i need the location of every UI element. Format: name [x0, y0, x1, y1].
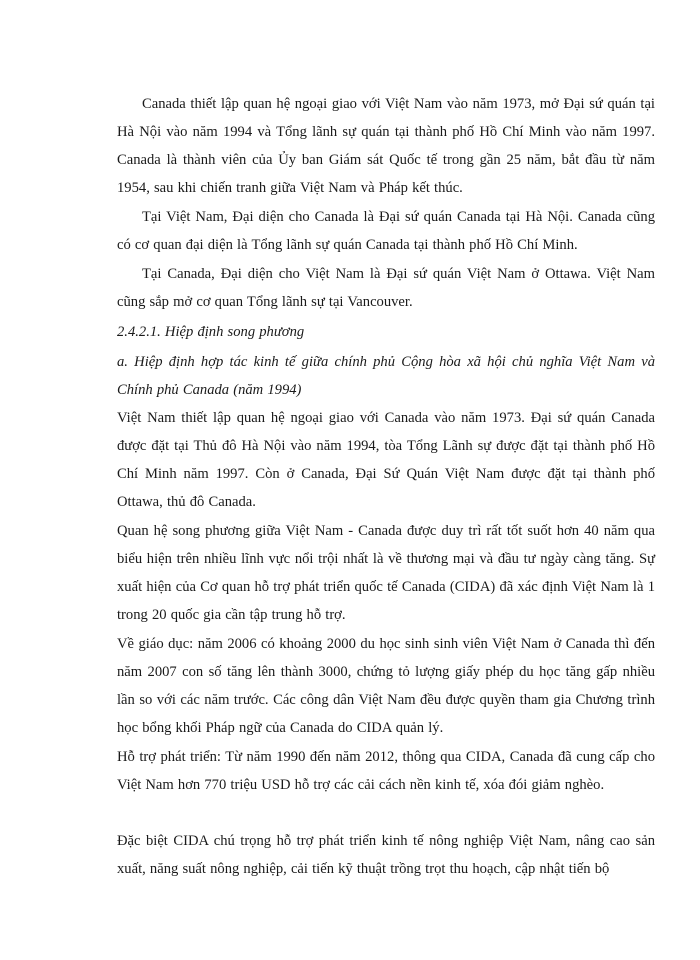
- paragraph-canada-relations: Canada thiết lập quan hệ ngoại giao với Việt Nam vào năm 1973, mở Đại sứ quán tại Hà Nội vào năm 1994 và Tổng lãnh sự quán tại thành phố Hồ Chí Minh vào năm 1997. Canada là thành viên của Ủy ban Giám sát Quốc tế trong gần 25 năm, bắt đầu từ năm 1954, sau khi chiến tranh giữa Việt Nam và Pháp kết thúc.: [117, 96, 655, 196]
- paragraph-education: Về giáo dục: năm 2006 có khoảng 2000 du học sinh sinh viên Việt Nam ở Canada thì đến năm 2007 con số tăng lên thành 3000, chứng tỏ lượng giấy phép du học tăng gấp nhiều lần so với các năm trước. Các công dân Việt Nam đều được quyền tham gia Chương trình học bổng khối Pháp ngữ của Canada do CIDA quản lý.: [117, 636, 655, 736]
- paragraph-diplomatic-history: Việt Nam thiết lập quan hệ ngoại giao với Canada vào năm 1973. Đại sứ quán Canada được đặt tại Thủ đô Hà Nội vào năm 1994, tòa Tổng Lãnh sự được đặt tại thành phố Hồ Chí Minh năm 1997. Còn ở Canada, Đại Sứ Quán Việt Nam được đặt tại thành phố Ottawa, thủ đô Canada.: [117, 410, 655, 510]
- sub-heading: a. Hiệp định hợp tác kinh tế giữa chính phủ Cộng hòa xã hội chủ nghĩa Việt Nam và Chính phủ Canada (năm 1994): [117, 354, 655, 398]
- paragraph-agriculture-support: Đặc biệt CIDA chú trọng hỗ trợ phát triển kinh tế nông nghiệp Việt Nam, nâng cao sản xuất, năng suất nông nghiệp, cải tiến kỹ thuật trồng trọt thu hoạch, cập nhật tiến bộ: [117, 833, 655, 877]
- paragraph-development-support: Hỗ trợ phát triển: Từ năm 1990 đến năm 2012, thông qua CIDA, Canada đã cung cấp cho Việt Nam hơn 770 triệu USD hỗ trợ các cải cách nền kinh tế, xóa đói giảm nghèo.: [117, 749, 655, 793]
- section-heading: 2.4.2.1. Hiệp định song phương: [117, 324, 305, 340]
- paragraph-representation-vietnam: Tại Việt Nam, Đại diện cho Canada là Đại sứ quán Canada tại Hà Nội. Canada cũng có cơ quan đại diện là Tổng lãnh sự quán Canada tại thành phố Hồ Chí Minh.: [117, 209, 655, 253]
- paragraph-bilateral-relations: Quan hệ song phương giữa Việt Nam - Canada được duy trì rất tốt suốt hơn 40 năm qua biểu hiện trên nhiều lĩnh vực nổi trội nhất là về thương mại và đầu tư ngày càng tăng. Sự xuất hiện của Cơ quan hỗ trợ phát triển quốc tế Canada (CIDA) đã xác định Việt Nam là 1 trong 20 quốc gia cần tập trung hỗ trợ.: [117, 523, 655, 623]
- paragraph-representation-canada: Tại Canada, Đại diện cho Việt Nam là Đại sứ quán Việt Nam ở Ottawa. Việt Nam cũng sắp mở cơ quan Tổng lãnh sự tại Vancouver.: [117, 266, 655, 310]
